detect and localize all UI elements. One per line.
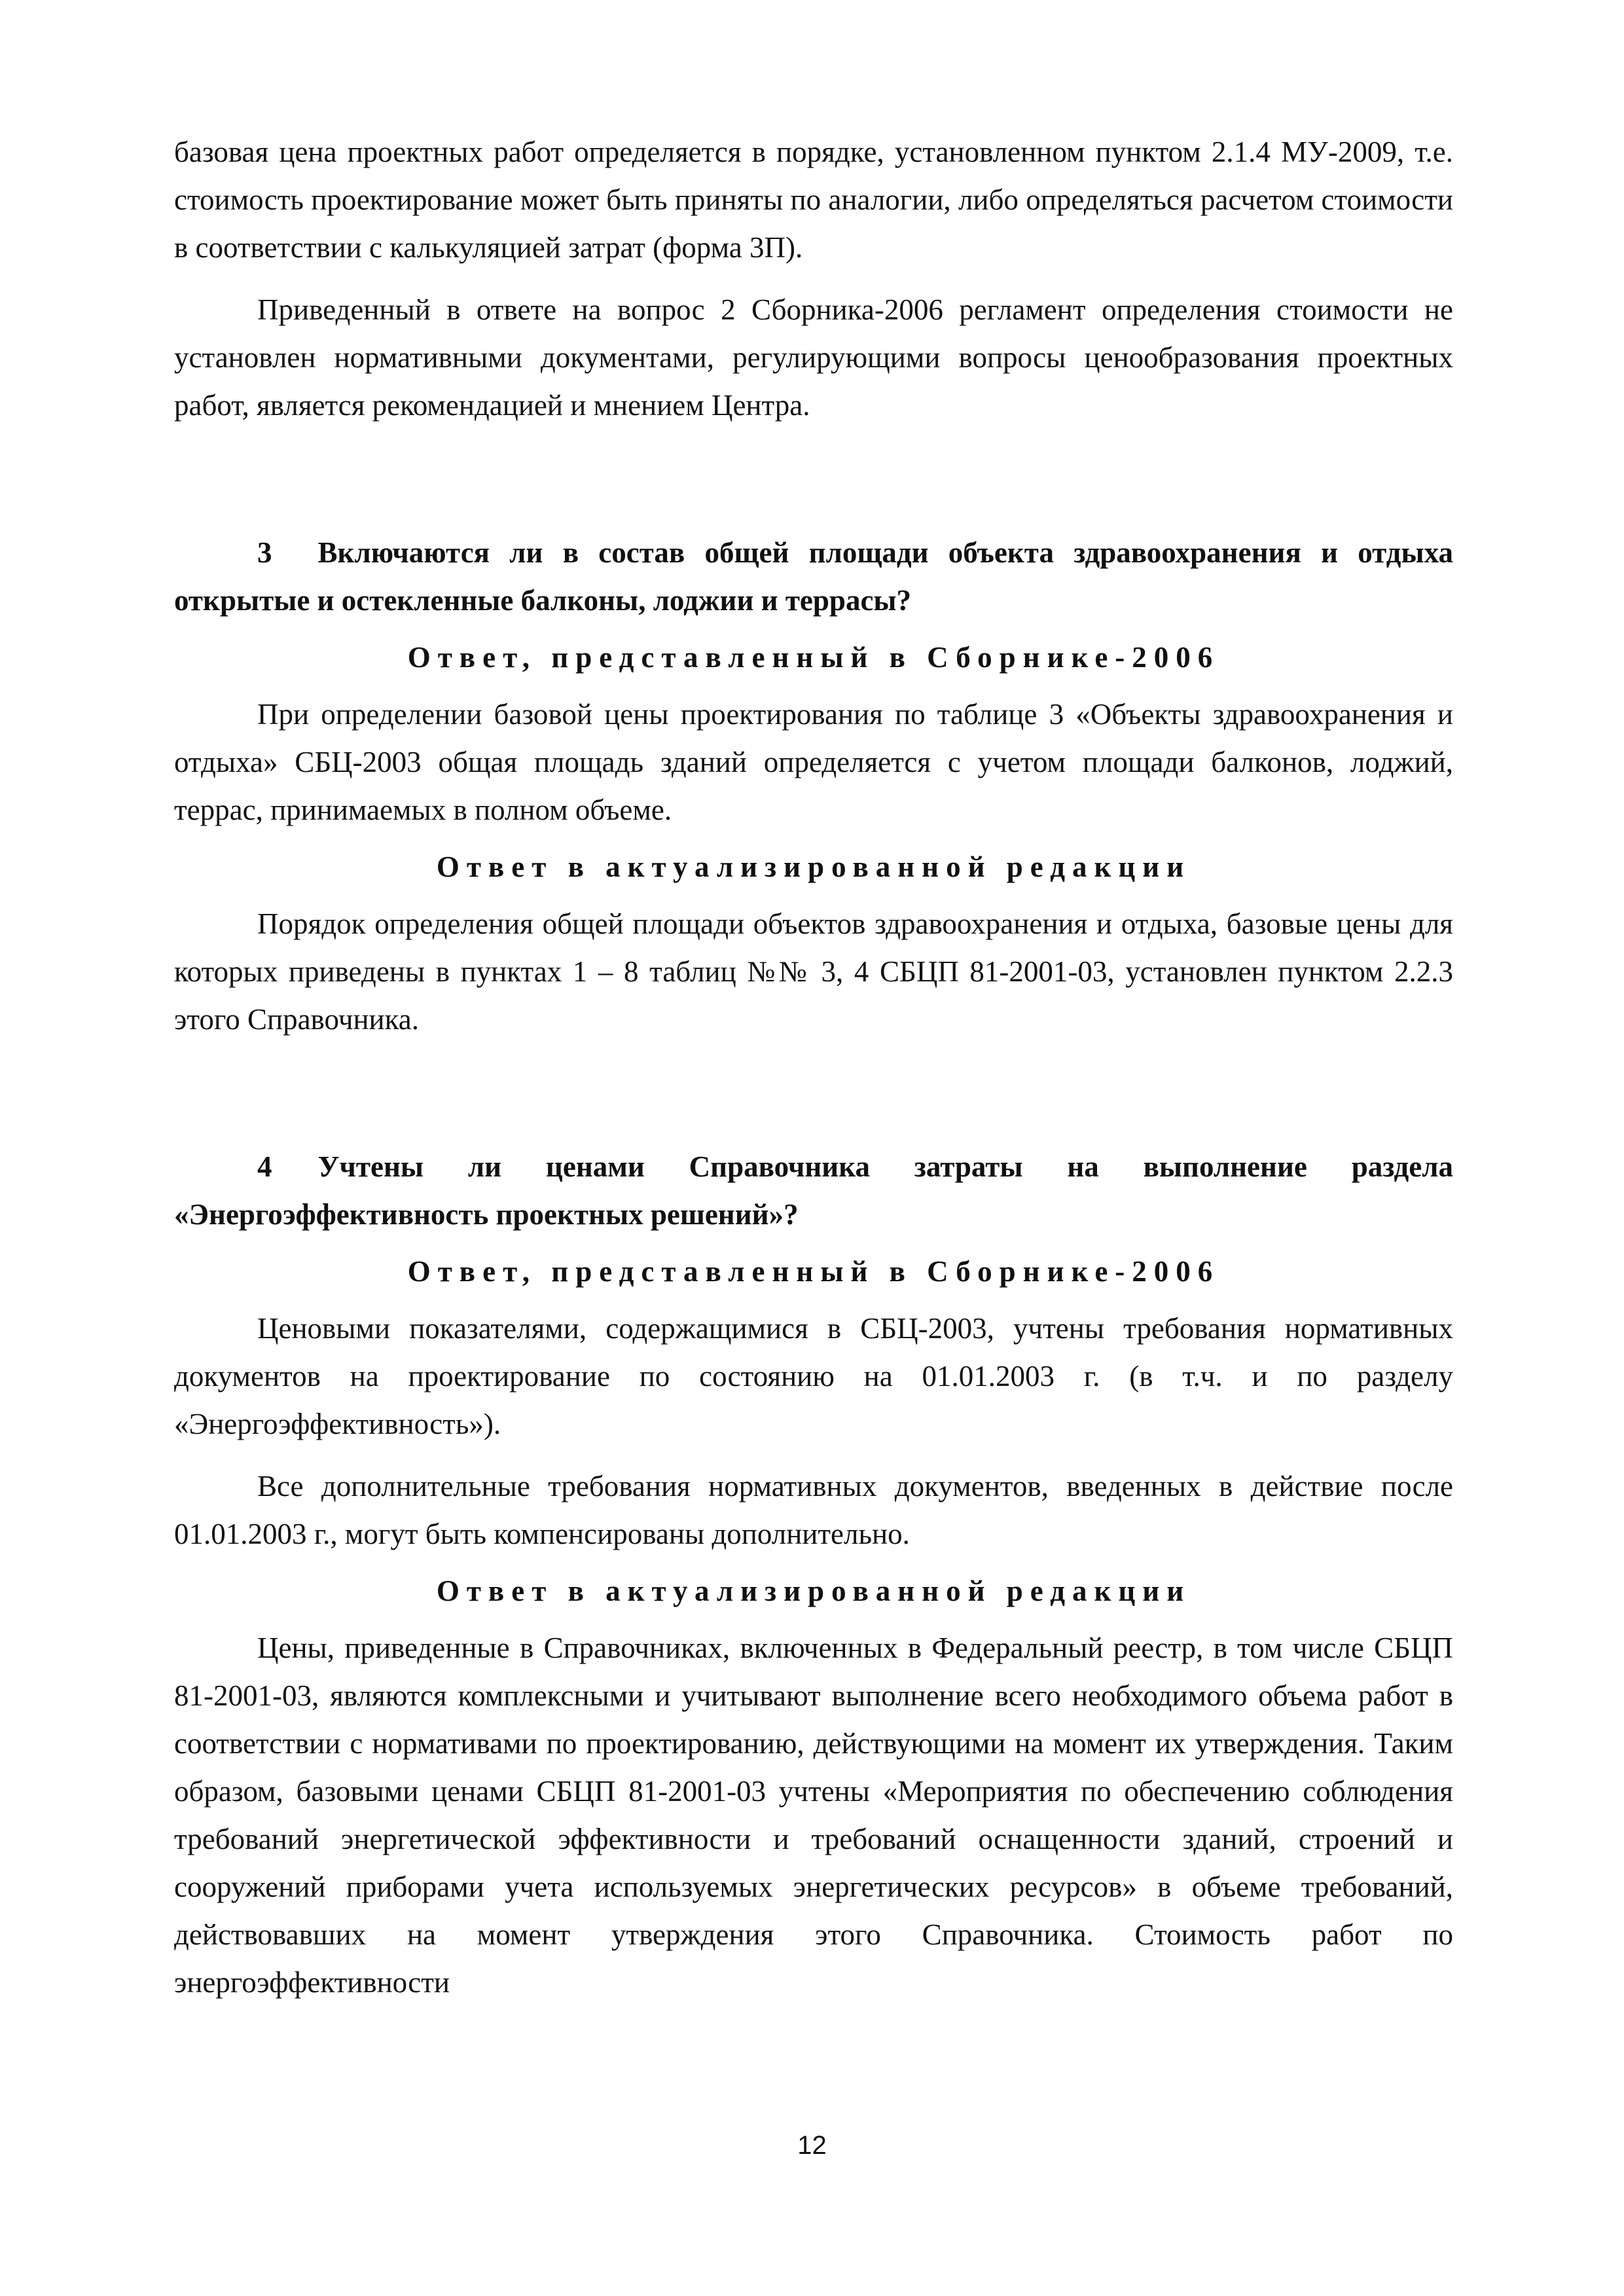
- question-4: [174, 1143, 1453, 1239]
- page-number: 12: [797, 2131, 827, 2160]
- question-4-number: 4: [257, 1150, 272, 1183]
- question-4-answer-updated-paragraph: Цены, приведенные в Справочниках, включенных в Федеральный реестр, в том числе СБЦП 81-2001-03, являются комплексными и учитывают выполнение всего необходимого объема работ в соответствии с нормативами по проектированию, действующими на момент их утверждения. Таким образом, базовыми ценами СБЦП 81-2001-03 учтены «Мероприятия по обеспечению соблюдения требований энергетической эффективности и требований оснащенности зданий, строений и сооружений приборами учета используемых энергетических ресурсов» в объеме требований, действовавших на момент утверждения этого Справочника. Стоимость работ по энергоэффективности: [174, 1631, 1453, 1999]
- question-4-answer-2006-heading: Ответ, представленный в Сборнике-2006: [407, 1255, 1220, 1288]
- question-4-answer-2006-paragraph-1: Ценовыми показателями, содержащимися в СБЦ-2003, учтены требования нормативных документов на проектирование по состоянию на 01.01.2003 г. (в т.ч. и по разделу «Энергоэффективность»).: [174, 1312, 1453, 1440]
- question-3: [174, 529, 1453, 625]
- question-3-answer-updated-paragraph: Порядок определения общей площади объектов здравоохранения и отдыха, базовые цены для которых приведены в пунктах 1 – 8 таблиц №№ 3, 4 СБЦП 81-2001-03, установлен пунктом 2.2.3 этого Справочника.: [174, 907, 1453, 1036]
- note-paragraph: Приведенный в ответе на вопрос 2 Сборника-2006 регламент определения стоимости не установлен нормативными документами, регулирующими вопросы ценообразования проектных работ, является рекомендацией и мнением Центра.: [174, 293, 1453, 422]
- document-page: [174, 128, 1453, 2007]
- question-3-text: Включаются ли в состав общей площади объекта здравоохранения и отдыха открытые и остекленные балконы, лоджии и террасы?: [174, 536, 1453, 617]
- question-3-number: 3: [257, 536, 272, 569]
- intro-paragraph: базовая цена проектных работ определяется в порядке, установленном пунктом 2.1.4 МУ-2009, т.е. стоимость проектирование может быть приняты по аналогии, либо определяться расчетом стоимости в соответствии с калькуляцией затрат (форма 3П).: [174, 136, 1453, 264]
- question-4-text: Учтены ли ценами Справочника затраты на выполнение раздела «Энергоэффективность проектных решений»?: [174, 1150, 1453, 1231]
- question-4-answer-2006-paragraph-2: Все дополнительные требования нормативных документов, введенных в действие после 01.01.2003 г., могут быть компенсированы дополнительно.: [174, 1470, 1453, 1550]
- question-3-answer-updated-heading: Ответ в актуализированной редакции: [436, 850, 1191, 883]
- question-4-answer-updated-heading: Ответ в актуализированной редакции: [436, 1575, 1191, 1607]
- question-3-answer-2006-heading: Ответ, представленный в Сборнике-2006: [407, 641, 1220, 674]
- question-3-answer-2006-paragraph: При определении базовой цены проектирования по таблице 3 «Объекты здравоохранения и отдыха» СБЦ-2003 общая площадь зданий определяется с учетом площади балконов, лоджий, террас, принимаемых в полном объеме.: [174, 698, 1453, 826]
